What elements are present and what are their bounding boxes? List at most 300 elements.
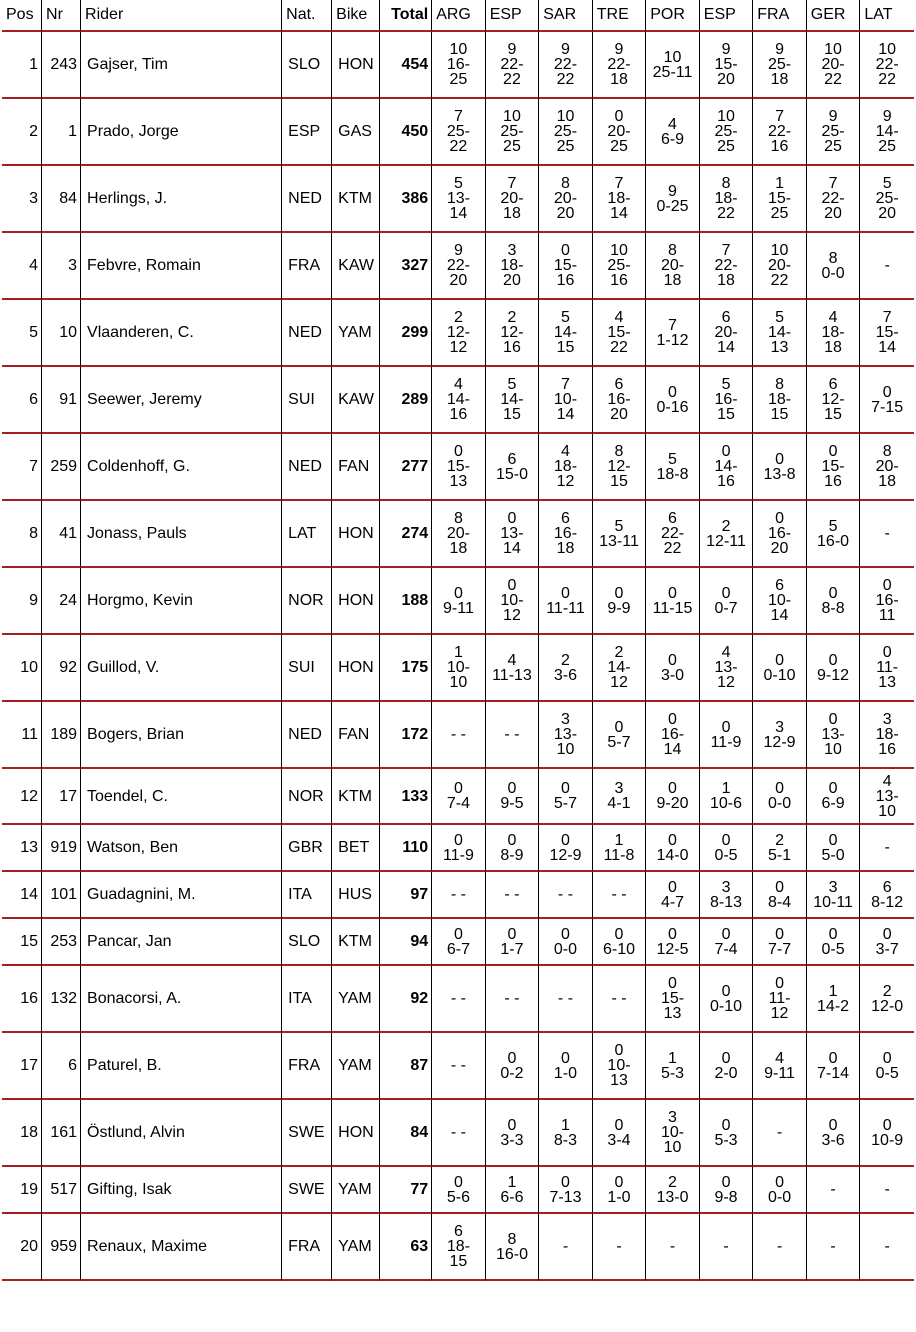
rider-name: Toendel, C. (81, 769, 282, 825)
gp-result-cell (432, 919, 486, 966)
gp-result-line: 0 (828, 651, 838, 669)
gp-result-line: 14-2 (817, 997, 850, 1015)
gp-result-cell (753, 919, 807, 966)
gp-result-line: 0 (507, 831, 517, 849)
gp-result-line: 16 (610, 272, 628, 289)
gp-result-cell (593, 166, 647, 233)
gp-result-line: 16 (503, 339, 521, 356)
gp-result-cell (646, 702, 700, 769)
gp-result-line: 10 (824, 41, 842, 58)
total-points: 110 (380, 825, 432, 872)
gp-result-line: 0 (882, 1116, 892, 1134)
rider-name: Seewer, Jeremy (81, 367, 282, 434)
gp-result-line: 11- (876, 659, 899, 676)
gp-result-line: 5-7 (607, 733, 631, 751)
gp-result-line: 22- (607, 56, 631, 73)
gp-result-cell (700, 300, 754, 367)
gp-result-line: - (616, 1238, 622, 1255)
gp-result-line: 25- (500, 123, 524, 140)
gp-result-line: 10 (663, 48, 682, 66)
gp-result-line: 9-9 (607, 599, 631, 617)
gp-result-cell (753, 825, 807, 872)
gp-result-line: 9 (721, 41, 731, 58)
rider-name: Bogers, Brian (81, 702, 282, 769)
gp-result-cell (539, 434, 593, 501)
position-cell: 8 (2, 501, 42, 568)
number-cell: 161 (42, 1100, 81, 1167)
gp-result-line: 10-11 (813, 893, 853, 911)
gp-result-line: 0 (721, 718, 731, 736)
gp-result-line: - - (504, 990, 520, 1007)
gp-result-line: 8 (882, 443, 892, 460)
gp-result-cell (807, 825, 861, 872)
gp-result-cell (593, 702, 647, 769)
gp-result-line: 1 (828, 982, 838, 1000)
bike-cell: KAW (332, 233, 380, 300)
gp-result-line: - - (504, 886, 520, 903)
table-row (2, 635, 914, 702)
gp-result-line: 18 (770, 71, 789, 88)
gp-result-line: 22 (556, 71, 575, 88)
gp-result-cell (539, 1033, 593, 1100)
gp-result-line: 7 (775, 108, 784, 125)
gp-result-cell (860, 872, 914, 919)
gp-result-line: - - (557, 886, 574, 903)
position-cell: 7 (2, 434, 42, 501)
header-gp: POR (646, 0, 700, 32)
gp-result-cell (646, 501, 700, 568)
gp-result-line: 7 (561, 376, 570, 393)
number-cell: 3 (42, 233, 81, 300)
position-cell: 4 (2, 233, 42, 300)
gp-result-line: 5 (775, 309, 784, 326)
gp-result-cell (593, 966, 647, 1033)
position-cell: 9 (2, 568, 42, 635)
gp-result-line: 25- (767, 56, 792, 73)
bike-cell: HON (332, 635, 380, 702)
rider-name: Gajser, Tim (81, 32, 282, 99)
gp-result-cell (486, 919, 540, 966)
gp-result-line: 6 (721, 309, 731, 326)
gp-result-cell (432, 300, 486, 367)
gp-result-line: 12 (503, 607, 521, 624)
gp-result-line: 12- (821, 391, 845, 408)
gp-result-cell (860, 635, 914, 702)
gp-result-line: 4 (882, 772, 892, 790)
number-cell: 189 (42, 702, 81, 769)
gp-result-line: 0 (614, 718, 624, 736)
gp-result-line: 14 (663, 741, 682, 758)
gp-result-line: 25-11 (652, 63, 693, 81)
position-cell: 18 (2, 1100, 42, 1167)
gp-result-line: 14 (449, 205, 468, 222)
number-cell: 132 (42, 966, 81, 1033)
gp-result-line: 18 (556, 540, 575, 557)
gp-result-line: - (776, 1124, 783, 1141)
gp-result-line: 15- (714, 56, 738, 73)
gp-result-line: 8 (453, 510, 463, 527)
gp-result-line: 14 (556, 406, 575, 423)
gp-result-line: 1 (453, 644, 463, 661)
gp-result-cell (860, 1033, 914, 1100)
gp-result-line: 6 (614, 376, 624, 393)
nationality-cell: NED (282, 434, 332, 501)
gp-result-line: 18- (607, 190, 631, 207)
nationality-cell: ITA (282, 872, 332, 919)
gp-result-line: 0 (828, 443, 838, 460)
gp-result-cell (646, 872, 700, 919)
gp-result-cell (539, 702, 593, 769)
gp-result-cell (860, 300, 914, 367)
gp-result-line: 0 (668, 925, 677, 943)
bike-cell: FAN (332, 434, 380, 501)
gp-result-line: 6-7 (446, 940, 470, 958)
bike-cell: HUS (332, 872, 380, 919)
gp-result-cell (539, 1100, 593, 1167)
gp-result-line: 9 (668, 182, 677, 200)
gp-result-line: 3 (507, 242, 517, 259)
gp-result-line: 8-8 (821, 599, 845, 617)
gp-result-cell (807, 702, 861, 769)
gp-result-line: 15 (556, 339, 575, 356)
gp-result-line: 16 (770, 138, 789, 155)
gp-result-line: 20- (500, 190, 524, 207)
gp-result-line: 0 (614, 584, 624, 602)
gp-result-cell (486, 702, 540, 769)
gp-result-line: 12 (717, 674, 735, 691)
gp-result-cell (700, 233, 754, 300)
gp-result-line: 8 (561, 175, 570, 192)
gp-result-cell (753, 966, 807, 1033)
gp-result-line: 4 (561, 443, 570, 460)
gp-result-line: 2 (561, 651, 570, 669)
header-gp: LAT (860, 0, 914, 32)
gp-result-line: 25- (714, 123, 738, 140)
gp-result-line: 8-3 (553, 1131, 578, 1149)
gp-result-line: 22 (878, 71, 897, 88)
gp-result-line: 0 (561, 584, 570, 602)
gp-result-line: 22 (663, 540, 682, 557)
gp-result-cell (432, 1100, 486, 1167)
gp-result-line: 3-6 (821, 1131, 845, 1149)
gp-result-line: 3-4 (607, 1131, 631, 1149)
gp-result-line: 7-13 (549, 1188, 582, 1206)
gp-result-line: 6 (828, 376, 838, 393)
total-points: 84 (380, 1100, 432, 1167)
gp-result-line: 0 (507, 1116, 517, 1134)
gp-result-line: 0 (614, 1116, 624, 1134)
bike-cell: HON (332, 1100, 380, 1167)
gp-result-line: 3 (668, 1109, 677, 1126)
gp-result-line: 22- (500, 56, 524, 73)
bike-cell: KAW (332, 367, 380, 434)
position-cell: 3 (2, 166, 42, 233)
gp-result-cell (646, 300, 700, 367)
gp-result-cell (593, 99, 647, 166)
gp-result-line: 3-7 (875, 940, 899, 958)
gp-result-line: 18-8 (656, 465, 689, 483)
gp-result-cell (646, 1033, 700, 1100)
gp-result-line: 0 (507, 510, 517, 527)
total-points: 63 (380, 1214, 432, 1281)
gp-result-line: 0 (561, 1049, 570, 1067)
nationality-cell: SWE (282, 1167, 332, 1214)
gp-result-line: - - (557, 990, 574, 1007)
gp-result-line: 22- (660, 525, 685, 542)
gp-result-cell (807, 166, 861, 233)
gp-result-line: 15- (446, 458, 470, 475)
gp-result-line: 14- (714, 458, 738, 475)
table-row (2, 1167, 914, 1214)
gp-result-cell (860, 166, 914, 233)
gp-result-line: 9 (507, 41, 517, 58)
gp-result-line: 18 (449, 540, 468, 557)
gp-result-cell (486, 166, 540, 233)
gp-result-line: 4 (828, 309, 838, 326)
gp-result-line: 9-8 (714, 1188, 738, 1206)
gp-result-line: 20 (878, 205, 897, 222)
gp-result-line: 1 (721, 780, 731, 797)
gp-result-line: 0 (668, 975, 677, 992)
gp-result-line: 8-4 (767, 893, 792, 911)
gp-result-line: 0 (453, 780, 463, 797)
gp-result-line: 3 (775, 718, 784, 736)
gp-result-line: 13- (714, 659, 738, 676)
rider-name: Jonass, Pauls (81, 501, 282, 568)
gp-result-cell (700, 99, 754, 166)
gp-result-line: 8 (828, 249, 838, 267)
gp-result-cell (753, 32, 807, 99)
total-points: 386 (380, 166, 432, 233)
gp-result-cell (700, 434, 754, 501)
gp-result-line: 0-10 (763, 666, 796, 684)
nationality-cell: FRA (282, 1033, 332, 1100)
gp-result-cell (432, 367, 486, 434)
gp-result-cell (486, 233, 540, 300)
gp-result-cell (432, 1214, 486, 1281)
gp-result-line: 13- (875, 787, 899, 805)
gp-result-cell (700, 1167, 754, 1214)
table-row (2, 1214, 914, 1281)
gp-result-cell (593, 367, 647, 434)
header-bike: Bike (332, 0, 380, 32)
gp-result-cell (860, 568, 914, 635)
gp-result-line: 18- (767, 391, 792, 408)
gp-result-line: 22- (446, 257, 470, 274)
gp-result-cell (807, 568, 861, 635)
header-row (2, 0, 914, 32)
gp-result-cell (646, 1167, 700, 1214)
gp-result-line: - - (611, 990, 627, 1007)
total-points: 327 (380, 233, 432, 300)
position-cell: 14 (2, 872, 42, 919)
gp-result-cell (807, 1033, 861, 1100)
number-cell: 24 (42, 568, 81, 635)
gp-result-cell (753, 1214, 807, 1281)
table-row (2, 300, 914, 367)
gp-result-line: 22 (449, 138, 468, 155)
gp-result-cell (486, 1214, 540, 1281)
gp-result-cell (700, 501, 754, 568)
total-points: 92 (380, 966, 432, 1033)
gp-result-line: 20 (556, 205, 575, 222)
table-row (2, 702, 914, 769)
gp-result-line: 16- (875, 592, 899, 609)
total-points: 277 (380, 434, 432, 501)
gp-result-line: - - (450, 1057, 466, 1074)
gp-result-line: 0-0 (767, 1188, 792, 1206)
gp-result-line: - (884, 1238, 890, 1255)
gp-result-line: 15 (717, 406, 735, 423)
bike-cell: KTM (332, 166, 380, 233)
nationality-cell: SLO (282, 919, 332, 966)
gp-result-line: 0 (828, 925, 838, 943)
gp-result-cell (700, 32, 754, 99)
gp-result-line: 16- (767, 525, 792, 542)
gp-result-line: 25- (553, 123, 578, 140)
nationality-cell: NED (282, 300, 332, 367)
gp-result-cell (807, 1100, 861, 1167)
gp-result-cell (432, 635, 486, 702)
gp-result-cell (539, 919, 593, 966)
gp-result-line: 9 (561, 41, 570, 58)
gp-result-cell (486, 367, 540, 434)
gp-result-line: 18 (503, 205, 521, 222)
gp-result-cell (807, 1167, 861, 1214)
gp-result-cell (646, 367, 700, 434)
gp-result-line: 0 (561, 242, 570, 259)
gp-result-line: 8 (775, 376, 784, 393)
gp-result-line: 12-9 (549, 846, 582, 864)
gp-result-cell (646, 825, 700, 872)
gp-result-line: 25 (717, 138, 735, 155)
gp-result-line: 11-11 (546, 599, 585, 617)
gp-result-cell (700, 1100, 754, 1167)
gp-result-line: 3-0 (660, 666, 685, 684)
gp-result-line: 5 (882, 175, 892, 192)
gp-result-line: 10 (610, 242, 628, 259)
gp-result-cell (432, 434, 486, 501)
header-gp: FRA (753, 0, 807, 32)
gp-result-line: 10- (660, 1124, 685, 1141)
number-cell: 101 (42, 872, 81, 919)
gp-result-cell (432, 166, 486, 233)
rider-name: Herlings, J. (81, 166, 282, 233)
gp-result-line: 0 (453, 584, 463, 602)
gp-result-line: 14- (767, 324, 792, 341)
gp-result-line: 22- (714, 257, 738, 274)
header-gp: ESP (700, 0, 754, 32)
gp-result-cell (486, 1100, 540, 1167)
gp-result-line: - - (450, 1124, 466, 1141)
gp-result-line: 7 (882, 309, 892, 326)
gp-result-line: - (884, 257, 890, 274)
gp-result-cell (860, 702, 914, 769)
gp-result-cell (860, 919, 914, 966)
gp-result-cell (593, 825, 647, 872)
gp-result-line: 14 (610, 205, 628, 222)
gp-result-cell (753, 300, 807, 367)
total-points: 289 (380, 367, 432, 434)
gp-result-cell (860, 966, 914, 1033)
gp-result-cell (486, 825, 540, 872)
gp-result-cell (753, 99, 807, 166)
gp-result-line: 5 (668, 450, 677, 468)
gp-result-line: 22- (821, 190, 845, 207)
gp-result-line: 0 (775, 780, 784, 797)
gp-result-line: 5 (721, 376, 731, 393)
gp-result-cell (860, 501, 914, 568)
gp-result-cell (700, 635, 754, 702)
gp-result-line: 0-5 (714, 846, 738, 864)
gp-result-line: 14- (875, 123, 899, 140)
gp-result-cell (432, 1033, 486, 1100)
bike-cell: YAM (332, 1214, 380, 1281)
gp-result-cell (807, 635, 861, 702)
gp-result-line: 20- (767, 257, 792, 274)
gp-result-line: 0 (721, 1116, 731, 1134)
gp-result-cell (539, 300, 593, 367)
gp-result-line: 20- (553, 190, 578, 207)
gp-result-line: 18 (824, 339, 842, 356)
gp-result-cell (807, 966, 861, 1033)
gp-result-cell (807, 769, 861, 825)
nationality-cell: SUI (282, 367, 332, 434)
gp-result-line: 0 (721, 1049, 731, 1067)
gp-result-line: - (830, 1238, 836, 1255)
gp-result-cell (539, 99, 593, 166)
gp-result-cell (432, 568, 486, 635)
gp-result-line: 10- (500, 592, 524, 609)
gp-result-cell (646, 233, 700, 300)
header-gp: ESP (486, 0, 540, 32)
gp-result-line: 8 (614, 443, 624, 460)
gp-result-line: 14- (553, 324, 578, 341)
number-cell: 10 (42, 300, 81, 367)
total-points: 188 (380, 568, 432, 635)
gp-result-line: 6-6 (500, 1188, 524, 1206)
gp-result-line: 5 (614, 517, 624, 535)
gp-result-line: 22 (503, 71, 521, 88)
gp-result-cell (486, 568, 540, 635)
gp-result-line: 0 (775, 975, 784, 992)
gp-result-cell (860, 1214, 914, 1281)
gp-result-line: 1-0 (607, 1188, 631, 1206)
gp-result-line: 3-6 (553, 666, 578, 684)
header-nr: Nr (42, 0, 81, 32)
gp-result-line: 6 (668, 510, 677, 527)
gp-result-cell (539, 966, 593, 1033)
gp-result-line: 12- (500, 324, 524, 341)
gp-result-line: 0 (614, 108, 624, 125)
nationality-cell: NOR (282, 568, 332, 635)
gp-result-line: 22 (824, 71, 842, 88)
gp-result-line: 5-0 (821, 846, 845, 864)
number-cell: 6 (42, 1033, 81, 1100)
gp-result-line: 6-9 (660, 130, 685, 148)
gp-result-cell (486, 635, 540, 702)
gp-result-line: 0 (721, 584, 731, 602)
gp-result-line: 18- (875, 726, 899, 743)
number-cell: 253 (42, 919, 81, 966)
gp-result-cell (753, 434, 807, 501)
gp-result-line: 9 (775, 41, 784, 58)
gp-result-line: 9 (882, 108, 892, 125)
gp-result-line: 4 (721, 644, 731, 661)
gp-result-cell (860, 1167, 914, 1214)
gp-result-line: 20- (446, 525, 470, 542)
gp-result-line: 6 (507, 450, 517, 468)
